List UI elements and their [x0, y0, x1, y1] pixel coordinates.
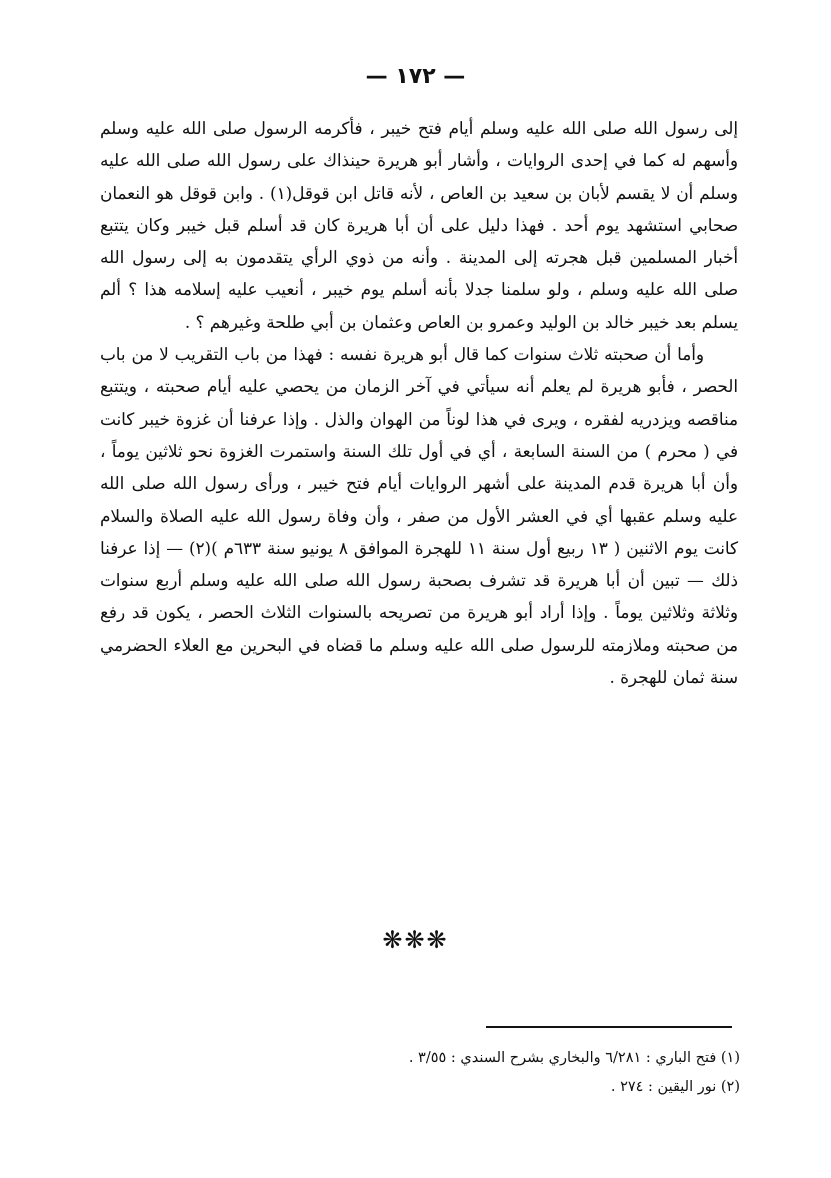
footnote-2: (٢) نور اليقين : ٢٧٤ .: [610, 1079, 740, 1095]
section-ornament: ❋❋❋: [382, 926, 449, 954]
footnote-1: (١) فتح الباري : ٦/٢٨١ والبخاري بشرح السندي : ٣/٥٥ .: [408, 1050, 740, 1066]
paragraph-2: وأما أن صحبته ثلاث سنوات كما قال أبو هريرة نفسه : فهذا من باب التقريب لا من باب الحصر ، فأبو هريرة لم يعلم أنه سيأتي في آخر الزمان من يحصي عليه أيام صحبته ، ويتتبع مناقصه ويزدريه لفقره ، ويرى في هذا لوناً من الهوان والذل . وإذا عرفنا أن غزوة خيبر كانت في ( محرم ) من السنة السابعة ، أي في أول تلك السنة واستمرت الغزوة نحو ثلاثين يوماً ، وأن أبا هريرة قدم المدينة على أشهر الروايات أيام فتح خيبر ، ورأى رسول الله صلى الله عليه وسلم عقبها أي في العشر الأول من صفر ، وأن وفاة رسول الله عليه الصلاة والسلام كانت يوم الاثنين ( ١٣ ربيع أول سنة ١١ للهجرة الموافق ٨ يونيو سنة ٦٣٣م )(٢) — إذا عرفنا ذلك — تبين أن أبا هريرة قد تشرف بصحبة رسول الله صلى الله عليه وسلم أربع سنوات وثلاثة وثلاثين يوماً . وإذا أراد أبو هريرة من تصريحه بالسنوات الثلاث الحصر ، يكون قد رفع من صحبته وملازمته للرسول صلى الله عليه وسلم ما قضاه في البحرين مع العلاء الحضرمي سنة ثمان للهجرة .: [100, 344, 738, 688]
footnote-divider: [486, 1026, 732, 1028]
page-number: — ١٧٢ —: [365, 64, 466, 89]
paragraph-1: إلى رسول الله صلى الله عليه وسلم أيام فتح خيبر ، فأكرمه الرسول صلى الله عليه وسلم وأسهم له كما في إحدى الروايات ، وأشار أبو هريرة حينذاك على رسول الله صلى الله عليه وسلم أن لا يقسم لأبان بن سعيد بن العاص ، لأنه قاتل ابن قوقل(١) . وابن قوقل هو النعمان صحابي استشهد يوم أحد . فهذا دليل على أن أبا هريرة كان قد أسلم قبل خيبر وكان يتتبع أخبار المسلمين قبل هجرته إلى المدينة . وأنه من ذوي الرأي يتقدمون به إلى رسول الله صلى الله عليه وسلم ، ولو سلمنا جدلا بأنه أسلم يوم خيبر ، أنعيب عليه إسلامه هذا ؟ ألم يسلم بعد خيبر خالد بن الوليد وعمرو بن العاص وعثمان بن أبي طلحة وغيرهم ؟ .: [100, 118, 739, 332]
body-text: [100, 112, 738, 693]
footnotes: [260, 1044, 740, 1102]
